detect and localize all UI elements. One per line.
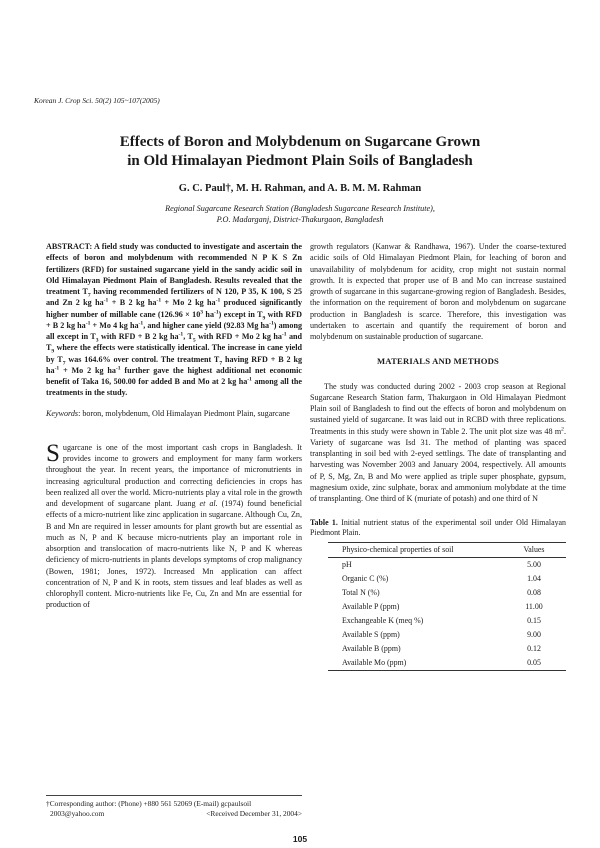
affiliation-line-2: P.O. Madarganj, District-Thakurgaon, Bangladesh — [216, 215, 384, 224]
introduction: Sugarcane is one of the most important cash crops in Bangladesh. It provides income to growers and employment for many farm workers throughout the year. In recent years, the importance of micronutrients in increasing agricultural production and correcting deficiencies in crops has been realized all over the world. Micro-nutrients play a vital role in the growth and development of sugarcane plant. Juang et al. (1974) found beneficial effects of a micro-nutrient like zinc application in sugarcane. Although Cu, Zn, B and Mn are required in lesser amounts for plant growth but are essential as much as N, P and K because micro-nutrients play an important role in absorption and translocation of macro-nutrients like N, P and K whereas deficiency of micro-nutrients in plants develops symptoms of crop malignancy (Bowen, 1981; Jones, 1972). Increased Mn application can affect concentration of N, P and K in roots, stem tissues and leaf blades as well as chlorophyll content. Micro-nutrients like Fe, Cu, Zn and Mn are essential for production of — [46, 439, 302, 610]
right-column — [310, 241, 566, 671]
intro-continued: growth regulators (Kanwar & Randhawa, 1967). Under the coarse-textured acidic soils of Old Himalayan Piedmont Plain, for leaching of boron and unavailability of molybdenum for acidity, crop might not sustain normal growth. It is expected that proper use of B and Mo can increase sustained growth of sugarcane in this sugarcane-growing region of Bangladesh. Besides, the information on the requirement of boron and molybdenum on sugarcane production in Bangladesh is scarce. Therefore, this investigation was undertaken to ascertain and quantify the requirement of boron and molybdenum on sustainable production of sugarcane. — [310, 242, 566, 341]
keywords: Keywords: boron, molybdenum, Old Himalayan Piedmont Plain, sugarcane — [46, 408, 290, 418]
keywords-label: Keywords — [46, 408, 79, 418]
abstract-label: ABSTRACT: — [46, 242, 93, 251]
table-caption: Table 1. Initial nutrient status of the experimental soil under Old Himalayan Piedmont Plain. — [310, 518, 566, 538]
methods-paragraph: The study was conducted during 2002 - 2003 crop season at Regional Sugarcane Research Station farm, Thakurgaon in Old Himalayan Piedmont Plain soil of Bangladesh to find out the effects of boron and molybdenum on sustained yield of sugarcane. It was laid out in RCBD with three replications. Treatments in this study were shown in Table 2. The unit plot size was 48 $m^2$. Variety of sugarcane was Isd 31. The method of planting was spaced transplanting in soil bed with 2-eyed settlings. The date of transplanting and harvesting was November 2003 and January 2004, respectively. All amounts of P, S, Mg, Zn, B and Mo were applied as triple super phosphate, gypsum, magnesium oxide, zinc sulphate, borax and ammonium molybdate at the time of transplanting. One third of K (muriate of potash) and one third of N — [310, 381, 566, 503]
table-1 — [310, 518, 566, 670]
table-row: Available Mo (ppm) 0.05 — [328, 656, 566, 671]
paper-title — [40, 133, 560, 171]
abstract: ABSTRACT: A field study was conducted to investigate and ascertain the effects of boron and molybdenum with recommended N P K S Zn fertilizers (RFD) for sustained sugarcane yield in the sandy acidic soil in Old Himalayan Piedmont Plain of Bangladesh. Results revealed that the treatment $T_7$ having recommended fertilizers of N 120, P 35, K 100, S 25 and Zn 2 kg $ha^{-1} + B$ 2 kg $ha^{-1} + Mo$ 2 kg $ha^{-1}$ produced significantly higher number of millable cane ($126.96 \times 10^3$ $ha^{-1}$) except in $T_9$ with RFD + B 2 kg $ha^{-1} + Mo$ 4 kg $ha^{-1}$, and higher cane yield (92.83 Mg $ha^{-1}$) among all except in $T_3$ with RFD + B 2 kg $ha^{-1}$, $T_5$ with RFD + Mo 2 kg $ha^{-1}$ and $T_9$ where the effects were statistically identical. The increase in cane yield by $T_7$ was 164.6% over control. The treatment $T_7$ having RFD + B 2 kg $ha^{-1} + Mo$ 2 kg $ha^{-1}$ further gave the highest additional net economic benefit of Taka 16, 500.00 for added B and Mo at 2 kg $ha^{-1}$ among all the treatments in the study. — [46, 242, 303, 398]
corresponding-author-footnote: †Corresponding author: (Phone) +880 561 52069 (E-mail) gcpaulsoil 2003@yahoo.com <Received December 31, 2004> — [46, 795, 302, 818]
title-line-2: in Old Himalayan Piedmont Plain Soils of Bangladesh — [127, 153, 473, 169]
table-row: pH 5.00 — [342, 559, 541, 569]
received-date: <Received December 31, 2004> — [206, 808, 302, 818]
table-header-row — [328, 543, 566, 557]
author-list: G. C. Paul†, M. H. Rahman, and A. B. M. M. Rahman — [178, 183, 422, 194]
table-row: Available S (ppm) 9.00 — [342, 629, 541, 639]
column-header-property: Physico-chemical properties of soil — [328, 543, 502, 557]
column-header-values: Values — [502, 543, 566, 557]
section-heading-methods: MATERIALS AND METHODS — [377, 356, 499, 367]
journal-citation: Korean J. Crop Sci. 50(2) 105~107(2005) — [34, 96, 160, 105]
left-column — [46, 241, 302, 611]
author-email-continued: 2003@yahoo.com — [50, 808, 105, 818]
page-number: 105 — [292, 834, 308, 844]
title-line-1: Effects of Boron and Molybdenum on Sugarcane Grown — [119, 134, 481, 150]
table-row: Exchangeable K (meq %) 0.15 — [342, 615, 541, 625]
affiliation — [40, 203, 560, 225]
affiliation-line-1: Regional Sugarcane Research Station (Bangladesh Sugarcane Research Institute), — [165, 204, 435, 213]
table-row: Available P (ppm) 11.00 — [342, 601, 543, 611]
table-row: Available B (ppm) 0.12 — [342, 643, 541, 653]
drop-cap: S — [46, 439, 60, 467]
table-row: Total N (%) 0.08 — [342, 587, 541, 597]
soil-properties-table — [328, 542, 566, 670]
table-row: Organic C (%) 1.04 — [342, 573, 541, 583]
